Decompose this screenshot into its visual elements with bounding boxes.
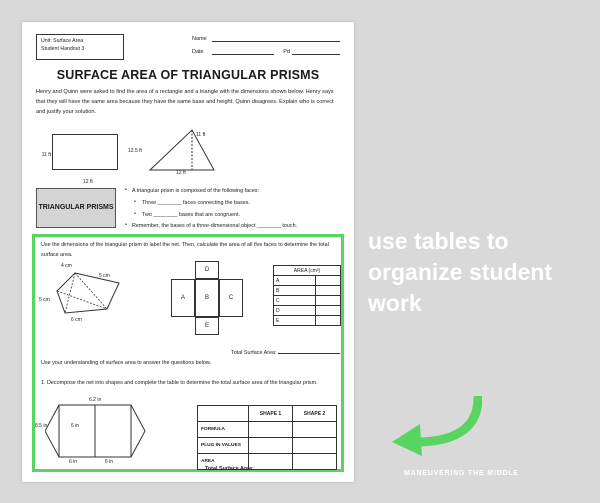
shape-cell-plug-1[interactable] <box>249 438 293 454</box>
prism-label-1: 5 cm <box>99 273 110 279</box>
date-label: Date <box>192 49 204 55</box>
concept-bullet-2: • Two ________ bases that are congruent. <box>124 210 340 220</box>
unit-line-1: Unit: Surface Area <box>41 38 84 44</box>
total-surface-area-2 <box>205 463 317 472</box>
shape-cell-formula-1[interactable] <box>249 422 293 438</box>
page-title: SURFACE AREA OF TRIANGULAR PRISMS <box>56 68 320 82</box>
triangle-left-label: 12.5 ft <box>128 148 142 154</box>
intro-paragraph: Henry and Quinn were asked to find the area of a rectangle and a triangle with the dimensions shown below. Henry says that they will have the same area because they have the same base and height. Quinn disagrees. Explain who is correct and justify your solution. <box>36 89 334 115</box>
net-face-e: E <box>195 317 219 335</box>
net-directions: Use the dimensions of the triangular prism to label the net. Then, calculate the area of all five faces to determine the total surface area. <box>41 242 329 258</box>
prism-net-diagram <box>171 261 263 343</box>
rect-height-label: 11 ft <box>41 152 51 158</box>
unit-line-2: Student Handout 3 <box>41 45 85 52</box>
total-surface-area-1 <box>231 347 340 356</box>
concept-bullet-3: • Remember, the bases of a three-dimensional object ________ touch. <box>124 221 340 231</box>
name-date-block <box>192 34 340 60</box>
figures-row <box>36 126 340 185</box>
area-table-header: AREA (cm²) <box>274 266 341 276</box>
name-label: Name <box>192 36 207 42</box>
question-1: 1. Decompose the net into shapes and complete the table to determine the total surface area of the triangular prism. <box>41 380 318 386</box>
net-face-c: C <box>219 279 243 317</box>
name-rule[interactable] <box>212 34 340 42</box>
second-net-shape <box>45 401 181 461</box>
area-row-value-d[interactable] <box>316 306 341 316</box>
shape-table <box>197 405 337 470</box>
area-row-label-d: D <box>274 306 316 316</box>
rect-base-label: 12 ft <box>83 179 93 185</box>
area-row-value-a[interactable] <box>316 276 341 286</box>
date-rule[interactable] <box>212 47 274 55</box>
triangle-base-label: 12 ft <box>176 170 186 176</box>
promo-headline: use tables to organize student work <box>368 228 553 317</box>
unit-info-box <box>36 34 124 60</box>
net2-label-2: 8.5 in <box>35 423 48 429</box>
net-face-d: D <box>195 261 219 279</box>
area-table <box>273 265 341 326</box>
shape-row-label-formula: FORMULA <box>198 422 249 438</box>
net2-label-3: 6 in <box>69 459 78 465</box>
area-row-label-c: C <box>274 296 316 306</box>
prism-label-3: 6 cm <box>71 317 82 323</box>
area-row-value-b[interactable] <box>316 286 341 296</box>
triangular-prism-figure <box>41 265 169 339</box>
area-row-value-c[interactable] <box>316 296 341 306</box>
shape-table-header-0 <box>198 406 249 422</box>
triangle-shape <box>148 128 220 174</box>
shape-row-label-plug-in-values: PLUG IN VALUES <box>198 438 249 454</box>
net2-label-0: 6.2 in <box>89 397 102 403</box>
concept-bullet-0: • A triangular prism is composed of the following faces: <box>124 186 340 196</box>
area-row-label-a: A <box>274 276 316 286</box>
shape-cell-plug-2[interactable] <box>293 438 337 454</box>
total-surface-area-label-1: Total Surface Area: <box>231 350 277 356</box>
period-label: Pd <box>283 49 290 55</box>
curved-arrow-icon <box>386 396 482 456</box>
worksheet-sheet <box>22 22 354 482</box>
concept-box-label: TRIANGULAR PRISMS <box>36 188 116 228</box>
concept-bullet-list <box>124 186 340 233</box>
total-surface-area-rule-2[interactable] <box>255 463 317 470</box>
prism-label-0: 4 cm <box>61 263 72 269</box>
triangle-figure <box>148 128 220 174</box>
area-row-label-e: E <box>274 316 316 326</box>
area-row-value-e[interactable] <box>316 316 341 326</box>
net2-label-1: 6 in <box>71 423 80 429</box>
prism-label-2: 5 cm <box>39 297 50 303</box>
total-surface-area-label-2: Total Surface Area: <box>205 466 254 472</box>
brand-name: MANEUVERING THE MIDDLE <box>404 470 519 477</box>
question-intro: Use your understanding of surface area to answer the questions below. <box>41 360 211 366</box>
highlighted-section <box>32 234 344 472</box>
period-rule[interactable] <box>292 47 340 55</box>
rectangle-figure <box>41 134 118 185</box>
net-face-b: B <box>195 279 219 317</box>
triangle-right-label: 11 ft <box>196 132 206 138</box>
net-face-a: A <box>171 279 195 317</box>
concept-bullet-1: • Three ________ faces connecting the bases. <box>124 198 340 208</box>
area-row-label-b: B <box>274 286 316 296</box>
second-net-diagram <box>35 397 181 465</box>
shape-cell-formula-2[interactable] <box>293 422 337 438</box>
shape-row-label-area: AREA <box>198 454 249 470</box>
shape-table-header-1: SHAPE 1 <box>249 406 293 422</box>
total-surface-area-rule-1[interactable] <box>278 347 340 354</box>
shape-table-header-2: SHAPE 2 <box>293 406 337 422</box>
net2-label-4: 6 in <box>105 459 114 465</box>
